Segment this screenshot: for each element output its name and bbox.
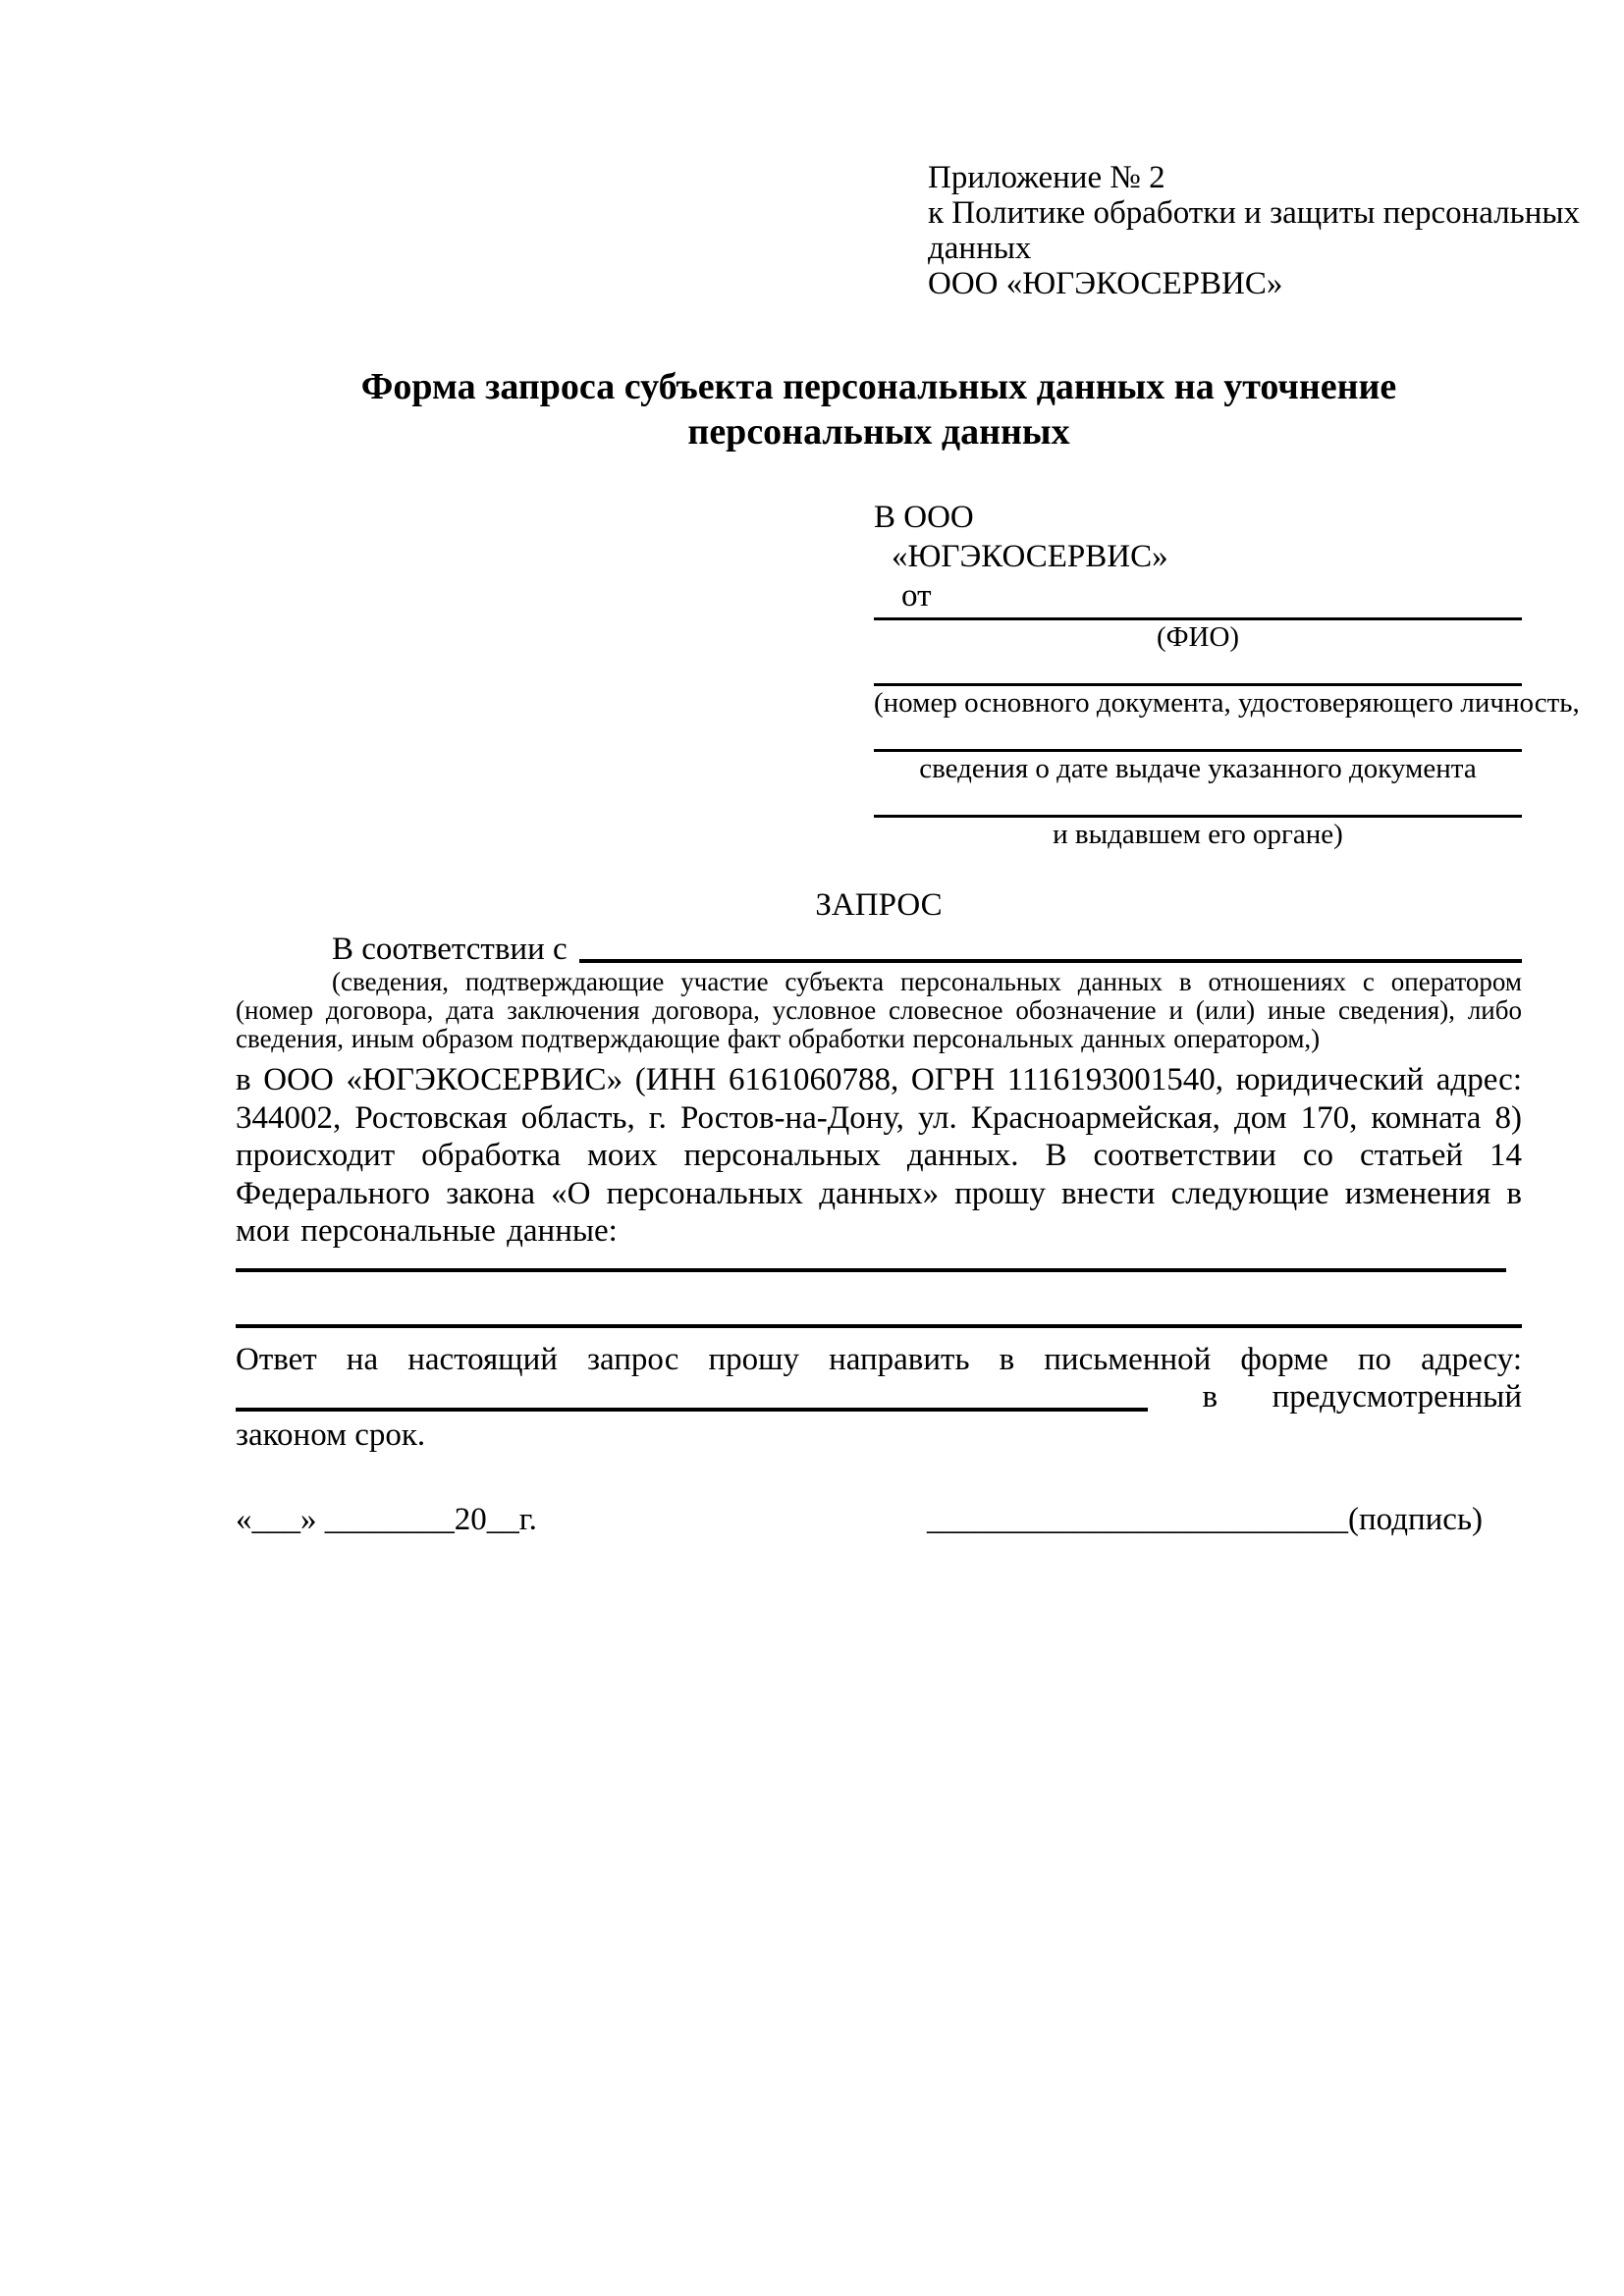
- form-title: [236, 364, 1522, 454]
- reply-request-line: Ответ на настоящий запрос прошу направить в письменной форме по адресу:: [236, 1341, 1522, 1377]
- issuing-authority-field: [874, 785, 1522, 851]
- signature-field-line[interactable]: __________________________: [927, 1502, 1348, 1537]
- fio-field: [874, 615, 1522, 654]
- request-heading: ЗАПРОС: [815, 887, 943, 923]
- issue-date-field: [874, 720, 1522, 785]
- appendix-line: данных: [928, 231, 1032, 266]
- issue-date-field-caption: сведения о дате выдаче указанного документа: [919, 753, 1477, 784]
- changes-field-line-2[interactable]: [236, 1324, 1522, 1328]
- issuing-authority-field-line[interactable]: [874, 785, 1522, 818]
- reply-word: в: [1202, 1379, 1218, 1415]
- intro-prefix-text: В соответствии с: [332, 931, 568, 967]
- footnote-text: (сведения, подтверждающие участие субъекта персональных данных в отношениях с оператором (номер договора, дата заключения договора, условное словесное обозначение и (или) иные сведения), либо сведения, иным образом подтверждающие факт обработки персональных данных оператором,): [236, 967, 1522, 1053]
- reply-term-line: законом срок.: [236, 1416, 426, 1453]
- issue-date-field-line[interactable]: [874, 720, 1522, 752]
- form-title-line: Форма запроса субъекта персональных данных на уточнение: [360, 366, 1397, 407]
- fio-field-caption: (ФИО): [1156, 621, 1240, 653]
- reply-word: предусмотренный: [1272, 1379, 1522, 1415]
- appendix-line: ООО «ЮГЭКОСЕРВИС»: [928, 266, 1283, 301]
- addressee-from-label: от: [901, 578, 932, 614]
- document-number-field: [874, 654, 1580, 720]
- addressee-block: [874, 498, 1580, 851]
- reply-address-row: [236, 1378, 1522, 1416]
- basis-field-line[interactable]: [579, 931, 1522, 964]
- changes-field-line-1[interactable]: [236, 1268, 1506, 1272]
- document-number-field-line[interactable]: [874, 654, 1522, 686]
- signature-caption: (подпись): [1348, 1502, 1483, 1537]
- appendix-line: к Политике обработки и защиты персональных: [928, 195, 1581, 231]
- addressee-to-line1: В ООО: [874, 500, 974, 535]
- body-paragraph: в ООО «ЮГЭКОСЕРВИС» (ИНН 6161060788, ОГРН 1116193001540, юридический адрес: 344002, Ростовская область, г. Ростов-на-Дону, ул. Красноармейская, дом 170, комната 8) происходит обработка моих персональных данных. В соответствии со статьей 14 Федерального закона «О персональных данных» прошу внести следующие изменения в мои персональные данные:: [236, 1062, 1522, 1249]
- appendix-line: Приложение № 2: [928, 160, 1165, 195]
- issuing-authority-field-caption: и выдавшем его органе): [1053, 819, 1343, 850]
- signature-row: [236, 1501, 1522, 1539]
- appendix-header: [928, 160, 1581, 301]
- document-number-field-caption: (номер основного документа, удостоверяющего личность,: [874, 687, 1580, 719]
- addressee-to-line2: «ЮГЭКОСЕРВИС»: [892, 539, 1168, 574]
- address-field-line[interactable]: [236, 1408, 1148, 1412]
- signature-group: [927, 1501, 1483, 1539]
- intro-row: [236, 931, 1522, 969]
- addressee-fields: [874, 615, 1580, 851]
- date-blank[interactable]: «___» ________20__г.: [236, 1502, 537, 1537]
- form-title-line: персональных данных: [687, 411, 1070, 453]
